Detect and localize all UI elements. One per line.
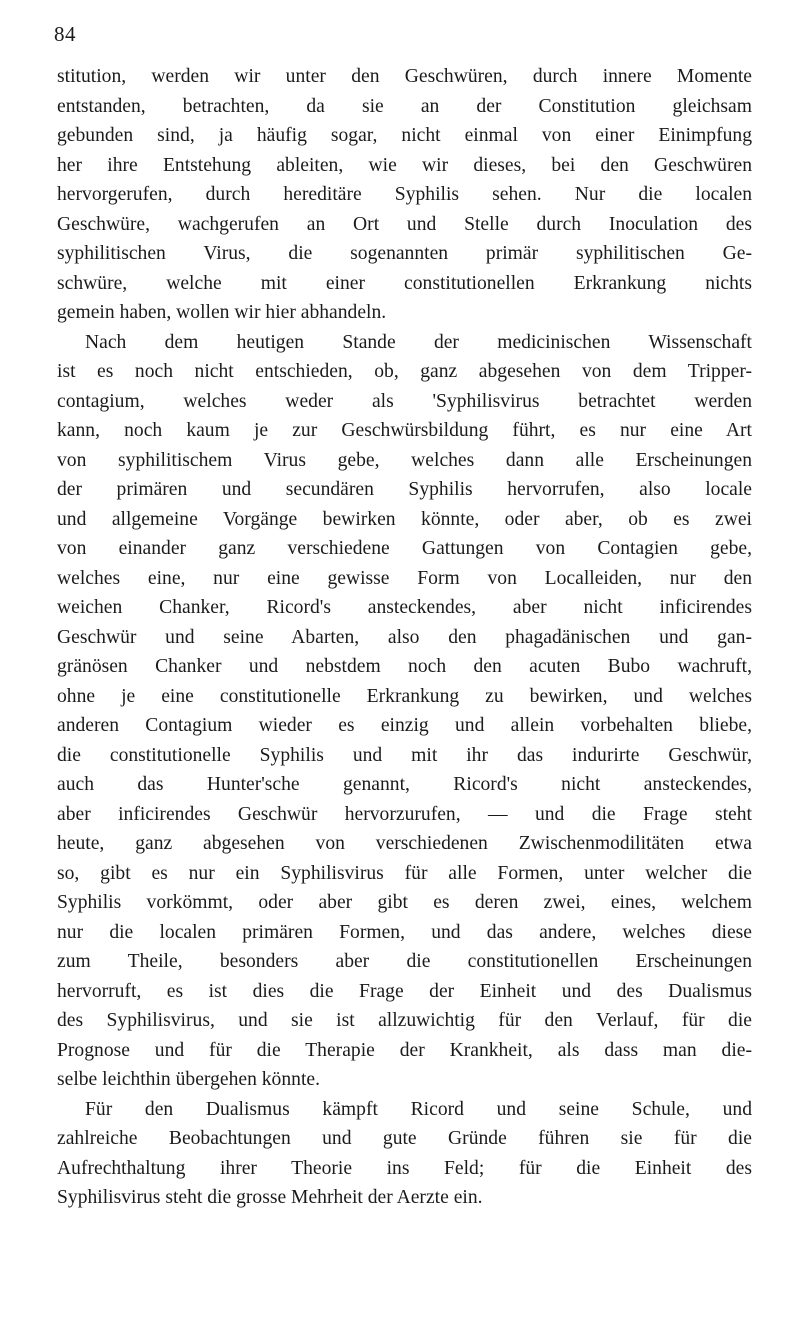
text-line: Syphilisvirus steht die grosse Mehrheit der Aerzte ein. (57, 1187, 483, 1208)
text-line: heute, ganz abgesehen von verschiedenen Zwischenmodilitäten etwa (57, 833, 752, 854)
text-line: ist es noch nicht entschieden, ob, ganz abgesehen von dem Tripper- (57, 361, 752, 382)
text-line: der primären und secundären Syphilis hervorrufen, also locale (57, 479, 752, 500)
text-line: von einander ganz verschiedene Gattungen von Contagien gebe, (57, 538, 752, 559)
text-line: hervorruft, es ist dies die Frage der Einheit und des Dualismus (57, 980, 752, 1002)
text-line: so, gibt es nur ein Syphilisvirus für alle Formen, unter welcher die (57, 862, 752, 884)
text-line: gebunden sind, ja häufig sogar, nicht einmal von einer Einimpfung (57, 125, 752, 146)
text-line: weichen Chanker, Ricord's ansteckendes, aber nicht inficirendes (57, 597, 752, 618)
text-line: schwüre, welche mit einer constitutionellen Erkrankung nichts (57, 272, 752, 294)
body-text (57, 62, 752, 1213)
text-line: zahlreiche Beobachtungen und gute Gründe führen sie für die (57, 1128, 752, 1149)
text-line: anderen Contagium wieder es einzig und allein vorbehalten bliebe, (57, 715, 752, 736)
text-line: nur die localen primären Formen, und das andere, welches diese (57, 921, 752, 943)
text-line: hervorgerufen, durch hereditäre Syphilis sehen. Nur die localen (57, 184, 752, 205)
text-line: und allgemeine Vorgänge bewirken könnte, oder aber, ob es zwei (57, 508, 752, 530)
text-line: Prognose und für die Therapie der Krankheit, als dass man die- (57, 1039, 752, 1061)
text-line: selbe leichthin übergehen könnte. (57, 1069, 320, 1090)
text-line: gränösen Chanker und nebstdem noch den acuten Bubo wachruft, (57, 656, 752, 677)
text-line: des Syphilisvirus, und sie ist allzuwichtig für den Verlauf, für die (57, 1010, 752, 1031)
text-line: entstanden, betrachten, da sie an der Constitution gleichsam (57, 95, 752, 117)
text-line: zum Theile, besonders aber die constitutionellen Erscheinungen (57, 951, 752, 972)
text-line: aber inficirendes Geschwür hervorzurufen, — und die Frage steht (57, 803, 752, 825)
text-line: von syphilitischem Virus gebe, welches dann alle Erscheinungen (57, 449, 752, 471)
text-line: auch das Hunter'sche genannt, Ricord's nicht ansteckendes, (57, 774, 752, 795)
page-number: 84 (54, 22, 76, 46)
text-line: gemein haben, wollen wir hier abhandeln. (57, 302, 387, 323)
text-line: Für den Dualismus kämpft Ricord und seine Schule, und (85, 1098, 752, 1120)
text-line: contagium, welches weder als 'Syphilisvirus betrachtet werden (57, 390, 752, 412)
text-line: kann, noch kaum je zur Geschwürsbildung führt, es nur eine Art (57, 420, 752, 441)
text-line: Nach dem heutigen Stande der medicinischen Wissenschaft (85, 331, 752, 353)
text-line: Geschwür und seine Abarten, also den phagadänischen und gan- (57, 626, 752, 648)
text-line: die constitutionelle Syphilis und mit ihr das indurirte Geschwür, (57, 744, 752, 766)
text-line: welches eine, nur eine gewisse Form von Localleiden, nur den (57, 567, 752, 589)
text-line: her ihre Entstehung ableiten, wie wir dieses, bei den Geschwüren (57, 154, 752, 176)
text-line: ohne je eine constitutionelle Erkrankung zu bewirken, und welches (57, 685, 752, 707)
text-line: Geschwüre, wachgerufen an Ort und Stelle durch Inoculation des (57, 213, 752, 235)
text-line: stitution, werden wir unter den Geschwüren, durch innere Momente (57, 66, 752, 87)
text-line: Aufrechthaltung ihrer Theorie ins Feld; für die Einheit des (57, 1157, 752, 1179)
text-line: Syphilis vorkömmt, oder aber gibt es deren zwei, eines, welchem (57, 892, 752, 913)
text-line: syphilitischen Virus, die sogenannten primär syphilitischen Ge- (57, 243, 752, 264)
